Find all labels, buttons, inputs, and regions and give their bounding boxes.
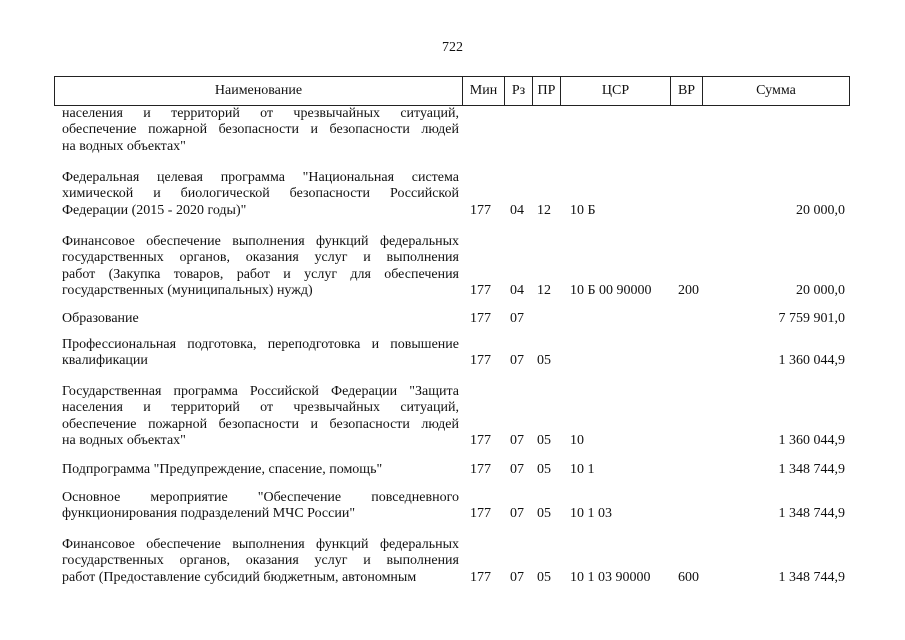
cell-rz: 07 bbox=[510, 433, 524, 449]
row-name-line: Федеральная целевая программа "Национальная система bbox=[62, 170, 459, 185]
cell-rz: 07 bbox=[510, 311, 524, 326]
cell-csr: 10 bbox=[570, 433, 584, 449]
row-name-line: на водных объектах" bbox=[62, 138, 186, 154]
column-header-vr: ВР bbox=[671, 77, 703, 106]
row-name-line: обеспечение пожарной безопасности и безопасности людей bbox=[62, 416, 459, 432]
cell-rz: 07 bbox=[510, 506, 524, 522]
cell-min: 177 bbox=[470, 462, 491, 477]
row-name-line: Основное мероприятие "Обеспечение повседневного bbox=[62, 490, 459, 505]
row-name bbox=[62, 234, 459, 300]
row-name-line: Подпрограмма "Предупреждение, спасение, помощь" bbox=[62, 462, 383, 477]
cell-min: 177 bbox=[470, 569, 491, 585]
column-header-rz: Рз bbox=[505, 77, 533, 106]
row-name-line: функционирования подразделений МЧС России" bbox=[62, 506, 356, 522]
cell-pr: 12 bbox=[537, 202, 551, 218]
row-name-line: Профессиональная подготовка, переподготовка и повышение bbox=[62, 337, 459, 352]
row-name bbox=[62, 337, 459, 370]
cell-pr: 05 bbox=[537, 506, 551, 522]
row-name-line: квалификации bbox=[62, 353, 148, 369]
row-name-line: Финансовое обеспечение выполнения функций федеральных bbox=[62, 537, 459, 552]
row-name-line: обеспечение пожарной безопасности и безопасности людей bbox=[62, 122, 459, 138]
row-name-line: государственных органов, оказания услуг и выполнения bbox=[62, 250, 459, 266]
cell-min: 177 bbox=[470, 311, 491, 326]
cell-sum: 20 000,0 bbox=[796, 283, 845, 299]
row-name-line: работ (Закупка товаров, работ и услуг для обеспечения bbox=[62, 266, 459, 282]
page-number: 722 bbox=[442, 40, 463, 55]
column-header-csr: ЦСР bbox=[561, 77, 671, 106]
cell-pr: 05 bbox=[537, 462, 551, 477]
cell-csr: 10 1 bbox=[570, 462, 595, 477]
row-name-line: на водных объектах" bbox=[62, 433, 186, 449]
cell-sum: 1 348 744,9 bbox=[778, 462, 845, 477]
row-name-line: населения и территорий от чрезвычайных ситуаций, bbox=[62, 400, 459, 416]
row-name-line: государственных (муниципальных) нужд) bbox=[62, 283, 313, 299]
cell-csr: 10 Б bbox=[570, 202, 596, 218]
cell-pr: 05 bbox=[537, 569, 551, 585]
cell-min: 177 bbox=[470, 283, 491, 299]
cell-min: 177 bbox=[470, 353, 491, 369]
row-name-line: Финансовое обеспечение выполнения функций федеральных bbox=[62, 234, 459, 249]
row-name bbox=[62, 462, 459, 478]
row-name bbox=[62, 170, 459, 219]
cell-csr: 10 1 03 90000 bbox=[570, 569, 651, 585]
table-header bbox=[54, 76, 850, 106]
column-header-min: Мин bbox=[463, 77, 505, 106]
column-header-pr: ПР bbox=[533, 77, 561, 106]
row-name bbox=[62, 384, 459, 450]
cell-min: 177 bbox=[470, 433, 491, 449]
cell-sum: 7 759 901,0 bbox=[778, 311, 845, 326]
cell-min: 177 bbox=[470, 506, 491, 522]
row-name bbox=[62, 537, 459, 586]
cell-pr: 12 bbox=[537, 283, 551, 299]
cell-csr: 10 Б 00 90000 bbox=[570, 283, 652, 299]
cell-vr: 600 bbox=[678, 569, 699, 585]
row-name-line: химической и биологической безопасности Российской bbox=[62, 186, 459, 202]
row-name-line: Федерации (2015 - 2020 годы)" bbox=[62, 202, 247, 218]
cell-pr: 05 bbox=[537, 433, 551, 449]
cell-sum: 1 360 044,9 bbox=[778, 433, 845, 449]
row-name bbox=[62, 490, 459, 523]
column-header-sum: Сумма bbox=[703, 77, 850, 106]
row-name-line: Государственная программа Российской Федерации "Защита bbox=[62, 384, 459, 399]
cell-sum: 20 000,0 bbox=[796, 202, 845, 218]
cell-pr: 05 bbox=[537, 353, 551, 369]
cell-rz: 07 bbox=[510, 462, 524, 477]
row-name-line: населения и территорий от чрезвычайных ситуаций, bbox=[62, 106, 459, 121]
cell-rz: 04 bbox=[510, 283, 524, 299]
row-name-line: работ (Предоставление субсидий бюджетным, автономным bbox=[62, 569, 417, 585]
cell-min: 177 bbox=[470, 202, 491, 218]
cell-sum: 1 348 744,9 bbox=[778, 506, 845, 522]
row-name-line: Образование bbox=[62, 311, 139, 326]
cell-rz: 04 bbox=[510, 202, 524, 218]
column-header-name: Наименование bbox=[55, 77, 463, 106]
cell-vr: 200 bbox=[678, 283, 699, 299]
cell-csr: 10 1 03 bbox=[570, 506, 612, 522]
cell-rz: 07 bbox=[510, 569, 524, 585]
cell-sum: 1 360 044,9 bbox=[778, 353, 845, 369]
row-name-line: государственных органов, оказания услуг и выполнения bbox=[62, 553, 459, 569]
row-name bbox=[62, 106, 459, 155]
cell-sum: 1 348 744,9 bbox=[778, 569, 845, 585]
cell-rz: 07 bbox=[510, 353, 524, 369]
row-name bbox=[62, 311, 459, 327]
